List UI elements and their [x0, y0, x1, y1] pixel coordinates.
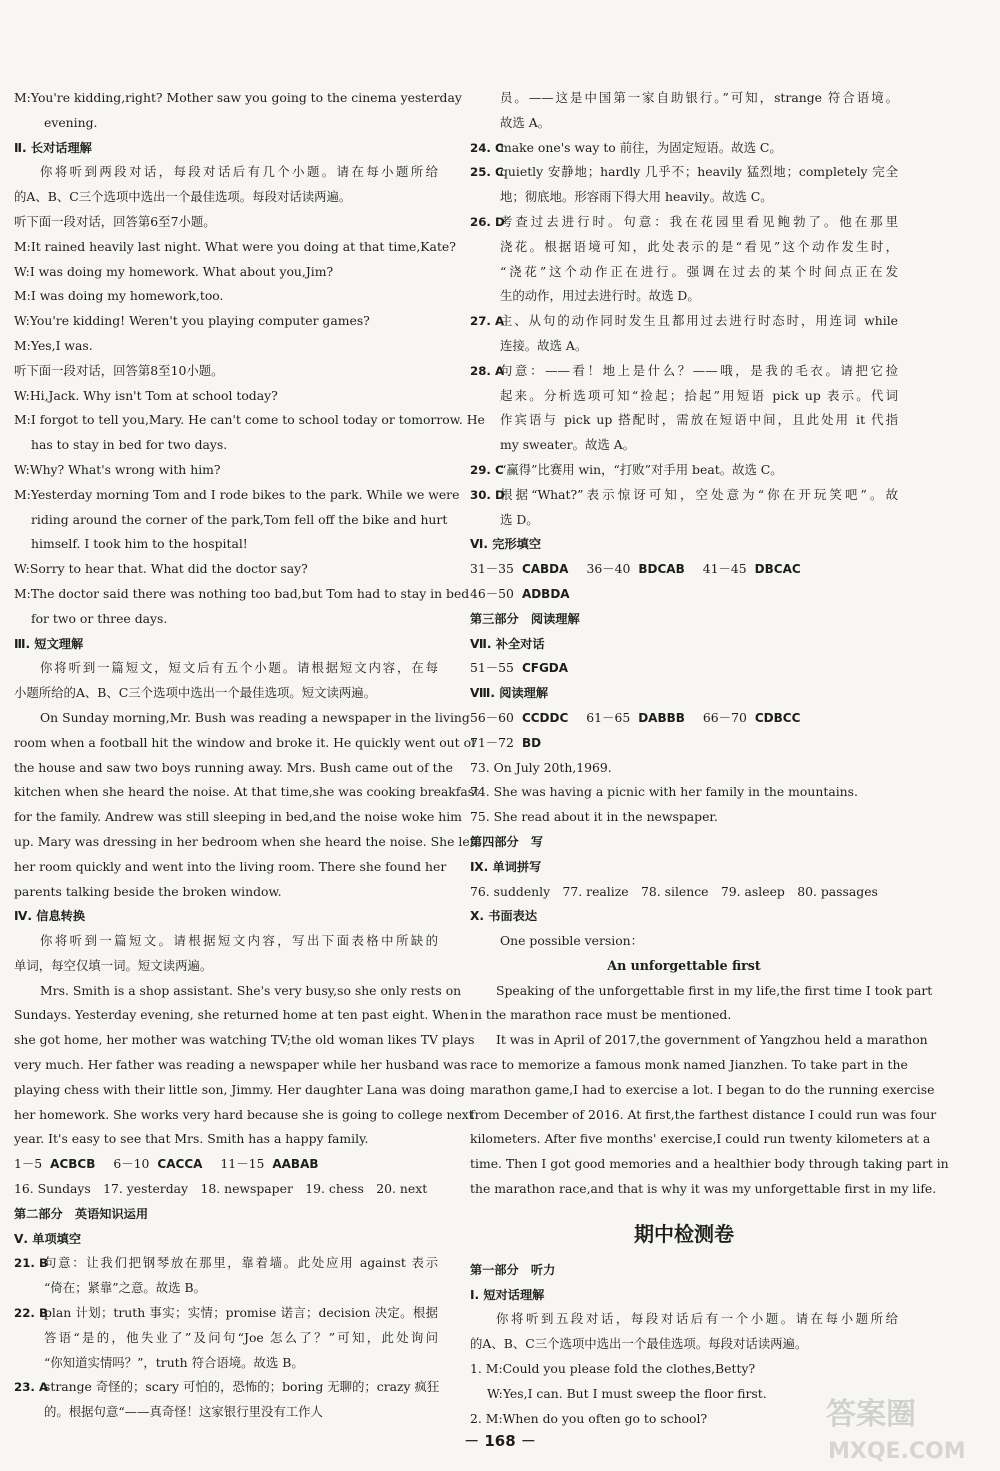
answer-range: 6－10: [113, 1156, 150, 1172]
answer-letters: DABBB: [638, 710, 685, 725]
passage-line: Mrs. Smith is a shop assistant. She's very busy,so she only rests on: [40, 982, 462, 998]
answer-text: “浇花”这个动作正在进行。强调在过去的某个时间点正在发: [500, 263, 898, 279]
dialogue-line-cont: riding around the corner of the park,Tom fell off the bike and hurt: [31, 511, 448, 527]
answer-text: my sweater。故选 A。: [500, 437, 636, 453]
answer-explanation-line: [470, 433, 898, 458]
answer-number: [14, 1351, 44, 1376]
answer-range: 41－45: [702, 561, 747, 577]
answer-range: 11－15: [220, 1156, 265, 1172]
part-heading: 第三部分 阅读理解: [470, 611, 580, 626]
dialogue-intro: 听下面一段对话，回答第8至10小题。: [14, 362, 224, 378]
answer-number: 23. A: [14, 1380, 49, 1395]
dialogue-line: W:Why? What's wrong with him?: [14, 461, 221, 477]
passage-line: very much. Her father was reading a newspaper while her husband was: [14, 1057, 468, 1073]
answer-text: make one's way to 前往，为固定短语。故选 C。: [500, 139, 782, 155]
answer-text: “赢得”比赛用 win，“打败”对手用 beat。故选 C。: [500, 461, 783, 477]
answer-key-row: [470, 557, 898, 582]
dialogue-line: M:Yes,I was.: [14, 337, 93, 353]
passage-line: Sundays. Yesterday evening, she returned home at ten past eight. When: [14, 1007, 469, 1023]
answer-explanation-line: [14, 1301, 438, 1326]
answer-text: 地；彻底地。形容雨下得大用 heavily。故选 C。: [500, 189, 773, 205]
answer-text: 考查过去进行时。句意：我在花园里看见鲍勃了。他在那里: [500, 213, 898, 229]
answer-number: [470, 508, 500, 533]
answer-letters: CCDDC: [521, 710, 569, 725]
passage-line: room when a football hit the window and broke it. He quickly went out of: [14, 734, 476, 750]
answer-explanation-line: [470, 359, 898, 384]
right-column: [470, 86, 949, 1431]
instructions-line: 单词，每空仅填一词。短文读两遍。: [14, 957, 213, 973]
dialogue-line: W:Yes,I can. But I must sweep the floor first.: [487, 1385, 767, 1401]
answer-explanation-line: [470, 210, 898, 235]
instructions-line: 你将听到一篇短文。请根据短文内容，写出下面表格中所缺的: [40, 933, 438, 949]
essay-line: time. Then I got good memories and a healthier body through taking part in: [470, 1156, 949, 1172]
passage-line: On Sunday morning,Mr. Bush was reading a newspaper in the living: [40, 709, 470, 725]
essay-line: in the marathon race must be mentioned.: [470, 1007, 732, 1023]
dialogue-line-cont: for two or three days.: [31, 610, 168, 626]
passage-line: the house and saw two boys running away. Mrs. Bush came out of the: [14, 759, 453, 775]
dialogue-line: W:Sorry to hear that. What did the doctor say?: [14, 561, 308, 577]
answer-number: 27. A: [470, 314, 505, 329]
answer-key-row: 16. Sundays 17. yesterday 18. newspaper 19. chess 20. next: [14, 1181, 428, 1197]
instructions-line: 你将听到一篇短文，短文后有五个小题。请根据短文内容，在每: [40, 660, 438, 676]
passage-line: for the family. Andrew was still sleeping in bed,and the noise woke him: [14, 809, 462, 825]
answer-number: [470, 433, 500, 458]
answer-letters: ACBCB: [50, 1157, 96, 1172]
answer-range: 1－5: [14, 1156, 43, 1172]
answer-explanation-line: [470, 508, 898, 533]
dialogue-line: M:I forgot to tell you,Mary. He can't come to school today or tomorrow. He: [14, 412, 485, 428]
answer-explanation-line: [470, 309, 898, 334]
dialogue-line: M:I was doing my homework,too.: [14, 288, 224, 304]
answer-text: 浇花。根据语境可知，此处表示的是“看见”这个动作发生时，: [500, 238, 898, 254]
section-heading: Ⅰ. 短对话理解: [470, 1287, 545, 1302]
part-heading: 第二部分 英语知识运用: [14, 1206, 149, 1221]
answer-text: 根据“What?”表示惊讶可知，空处意为“你在开玩笑吧”。故: [500, 486, 898, 502]
instructions-line: 的A、B、C三个选项中选出一个最佳选项。每段对话读两遍。: [470, 1336, 808, 1352]
section-heading: Ⅸ. 单词拼写: [470, 859, 542, 874]
passage-line: parents talking beside the broken window.: [14, 883, 282, 899]
answer-explanation-line: [14, 1400, 438, 1425]
answer-explanation-line: [470, 284, 898, 309]
answer-range: 51－55: [470, 660, 514, 676]
instructions-line: 你将听到两段对话，每段对话后有几个小题。请在每小题所给: [40, 164, 438, 180]
answer-explanation-line: [470, 408, 898, 433]
passage-line: her room quickly and went into the living room. There she found her: [14, 858, 447, 874]
answer-number: 24. C: [470, 140, 504, 155]
instructions-line: 你将听到五段对话，每段对话后有一个小题。请在每小题所给: [496, 1311, 898, 1327]
answer-explanation-line: [470, 384, 898, 409]
short-answer: 75. She read about it in the newspaper.: [470, 809, 718, 825]
answer-number: 29. C: [470, 462, 504, 477]
dialogue-line: W:You're kidding! Weren't you playing computer games?: [14, 313, 370, 329]
dialogue-line-cont: has to stay in bed for two days.: [31, 437, 228, 453]
answer-explanation-line: [470, 160, 898, 185]
left-column: [14, 86, 485, 1425]
answer-text: 作宾语与 pick up 搭配时，需放在短语中间，且此处用 it 代指: [500, 412, 898, 428]
answer-number: 21. B: [14, 1256, 48, 1271]
answer-key-row: [470, 706, 898, 731]
part-heading: 第四部分 写: [470, 834, 544, 849]
passage-line: year. It's easy to see that Mrs. Smith has a happy family.: [14, 1131, 369, 1147]
answer-explanation-line: [14, 1375, 438, 1400]
answer-text: “你知道实情吗？”，truth 符合语境。故选 B。: [44, 1354, 304, 1370]
essay-line: kilometers. After five months' exercise,I could run twenty kilometers at a: [470, 1131, 931, 1147]
answer-range: 56－60: [470, 709, 514, 725]
answer-key-row: [470, 582, 898, 607]
answer-number: 30. D: [470, 487, 505, 502]
section-heading: Ⅴ. 单项填空: [14, 1231, 82, 1246]
instructions-line: 的A、B、C三个选项中选出一个最佳选项。每段对话读两遍。: [14, 189, 352, 205]
answer-number: [470, 235, 500, 260]
answer-text: 答语“是的，他失业了”及问句“Joe 怎么了？”可知，此处询问: [44, 1329, 438, 1345]
answer-explanation-line: [470, 483, 898, 508]
essay-line: Speaking of the unforgettable first in my life,the first time I took part: [496, 982, 933, 998]
answer-letters: ADBDA: [521, 586, 570, 601]
watermark-url: MXQE.COM: [828, 1439, 966, 1464]
essay-line: It was in April of 2017,the government of Yangzhou held a marathon: [496, 1032, 928, 1048]
answer-number: [470, 185, 500, 210]
answer-range: 31－35: [470, 561, 514, 577]
dialogue-line-cont: evening.: [44, 114, 98, 130]
section-heading: Ⅷ. 阅读理解: [470, 686, 549, 701]
answer-number: [470, 111, 500, 136]
answer-text: plan 计划；truth 事实；实情；promise 诺言；decision 决定。根据: [44, 1305, 438, 1321]
answer-letters: BDCAB: [638, 562, 685, 577]
essay-line: the marathon race,and that is why it was my unforgettable first in my life.: [470, 1181, 937, 1197]
answer-text: quietly 安静地；hardly 几乎不；heavily 猛烈地；completely 完全: [500, 164, 898, 180]
answer-letters: CABDA: [521, 562, 569, 577]
answer-key-row: 76. suddenly 77. realize 78. silence 79. asleep 80. passages: [470, 883, 878, 899]
passage-line: playing chess with their little son, Jimmy. Her daughter Lana was doing: [14, 1081, 465, 1097]
section-heading: Ⅵ. 完形填空: [470, 537, 542, 552]
answer-number: [14, 1276, 44, 1301]
answer-letters: CACCA: [157, 1157, 203, 1172]
answer-explanation-line: [14, 1251, 438, 1276]
answer-text: 员。——这是中国第一家自助银行。”可知，strange 符合语境。: [500, 90, 898, 105]
passage-line: her homework. She works very hard because she is going to college next: [14, 1106, 474, 1122]
answer-explanation-line: [14, 1351, 438, 1376]
dialogue-line: 1. M:Could you please fold the clothes,Betty?: [470, 1361, 756, 1377]
answer-explanation-line: [470, 136, 898, 161]
dialogue-line: M:It rained heavily last night. What were you doing at that time,Kate?: [14, 238, 456, 254]
essay-intro: One possible version：: [500, 933, 644, 949]
answer-number: 25. C: [470, 165, 504, 180]
answer-letters: CDBCC: [754, 710, 801, 725]
answer-explanation-line: [14, 1276, 438, 1301]
answer-number: 22. B: [14, 1306, 48, 1321]
answer-number: 28. A: [470, 363, 505, 378]
section-heading: Ⅶ. 补全对话: [470, 636, 545, 651]
dialogue-line: W:Hi,Jack. Why isn't Tom at school today?: [14, 387, 278, 403]
watermark-text: 答案圈: [826, 1397, 916, 1432]
dialogue-line: W:I was doing my homework. What about you,Jim?: [14, 263, 334, 279]
answer-number: [470, 284, 500, 309]
passage-line: kitchen when she heard the noise. At that time,she was cooking breakfast: [14, 784, 480, 800]
dialogue-line: 2. M:When do you often go to school?: [470, 1410, 708, 1426]
instructions-line: 小题所给的A、B、C三个选项中选出一个最佳选项。短文读两遍。: [14, 685, 377, 701]
answer-letters: DBCAC: [754, 562, 801, 577]
dialogue-line-cont: himself. I took him to the hospital!: [31, 536, 248, 552]
answer-text: 生的动作，用过去进行时。故选 D。: [500, 288, 700, 304]
answer-text: 起来。分析选项可知“捡起；拾起”用短语 pick up 表示。代词: [500, 387, 898, 403]
short-answer: 73. On July 20th,1969.: [470, 759, 612, 775]
answer-key-row: [470, 656, 898, 681]
answer-number: 26. D: [470, 214, 505, 229]
answer-range: 36－40: [586, 561, 631, 577]
answer-range: 61－65: [586, 709, 631, 725]
dialogue-intro: 听下面一段对话，回答第6至7小题。: [14, 213, 216, 229]
answer-number: [470, 86, 500, 111]
answer-text: 句意：——看！地上是什么？——哦，是我的毛衣。请把它捡: [500, 362, 898, 378]
answer-text: 选 D。: [500, 511, 539, 527]
answer-text: “倚在；紧靠”之意。故选 B。: [44, 1280, 207, 1296]
answer-text: 连接。故选 A。: [500, 337, 588, 353]
answer-explanation-line: [14, 1326, 438, 1351]
section-heading: Ⅹ. 书面表达: [470, 909, 538, 924]
answer-explanation-line: [470, 334, 898, 359]
answer-text: 故选 A。: [500, 114, 551, 130]
answer-number: [470, 384, 500, 409]
part-heading: 第一部分 听力: [470, 1262, 556, 1277]
section-heading: Ⅳ. 信息转换: [14, 909, 86, 924]
answer-explanation-line: [470, 111, 898, 136]
dialogue-line: M:Yesterday morning Tom and I rode bikes to the park. While we were: [14, 486, 460, 502]
answer-explanation-line: [470, 235, 898, 260]
answer-range: 46－50: [470, 585, 514, 601]
answer-range: 66－70: [702, 709, 747, 725]
answer-number: [14, 1326, 44, 1351]
answer-explanation-line: [470, 86, 898, 111]
exam-title: 期中检测卷: [634, 1221, 734, 1246]
answer-key-row: [14, 1152, 438, 1177]
essay-line: race to memorize a famous monk named Jianzhen. To take part in the: [470, 1057, 908, 1073]
section-heading: Ⅱ. 长对话理解: [14, 140, 92, 155]
answer-text: 主、从句的动作同时发生且都用过去进行时态时，用连词 while: [500, 313, 898, 329]
watermark-logo: [818, 1388, 988, 1466]
dialogue-line: M:The doctor said there was nothing too bad,but Tom had to stay in bed: [14, 585, 470, 601]
answer-letters: BD: [521, 735, 542, 750]
section-heading: Ⅲ. 短文理解: [14, 636, 84, 651]
essay-line: from December of 2016. At first,the farthest distance I could run was four: [470, 1106, 937, 1122]
passage-line: she got home, her mother was watching TV;the old woman likes TV plays: [14, 1032, 475, 1048]
answer-number: [470, 260, 500, 285]
answer-number: [470, 334, 500, 359]
answer-letters: AABAB: [272, 1157, 319, 1172]
essay-line: marathon game,I had to exercise a lot. I began to do the running exercise: [470, 1081, 935, 1097]
answer-text: strange 奇怪的；scary 可怕的，恐怖的；boring 无聊的；crazy 疯狂: [44, 1379, 440, 1395]
answer-range: 71－72: [470, 734, 514, 750]
answer-number: [14, 1400, 44, 1425]
answer-explanation-line: [470, 458, 898, 483]
answer-number: [470, 408, 500, 433]
short-answer: 74. She was having a picnic with her family in the mountains.: [470, 784, 858, 800]
answer-explanation-line: [470, 185, 898, 210]
answer-key-row: [470, 731, 898, 756]
answer-letters: CFGDA: [521, 661, 569, 676]
answer-text: 句意：让我们把钢琴放在那里，靠着墙。此处应用 against 表示: [44, 1255, 438, 1271]
answer-text: 的。根据句意“——真奇怪！这家银行里没有工作人: [44, 1404, 323, 1420]
passage-line: up. Mary was dressing in her bedroom when she heard the noise. She left: [14, 833, 480, 849]
dialogue-line: M:You're kidding,right? Mother saw you going to the cinema yesterday: [14, 90, 462, 105]
answer-explanation-line: [470, 260, 898, 285]
essay-title: An unforgettable first: [607, 957, 761, 973]
page-number: － 168 －: [464, 1432, 536, 1450]
